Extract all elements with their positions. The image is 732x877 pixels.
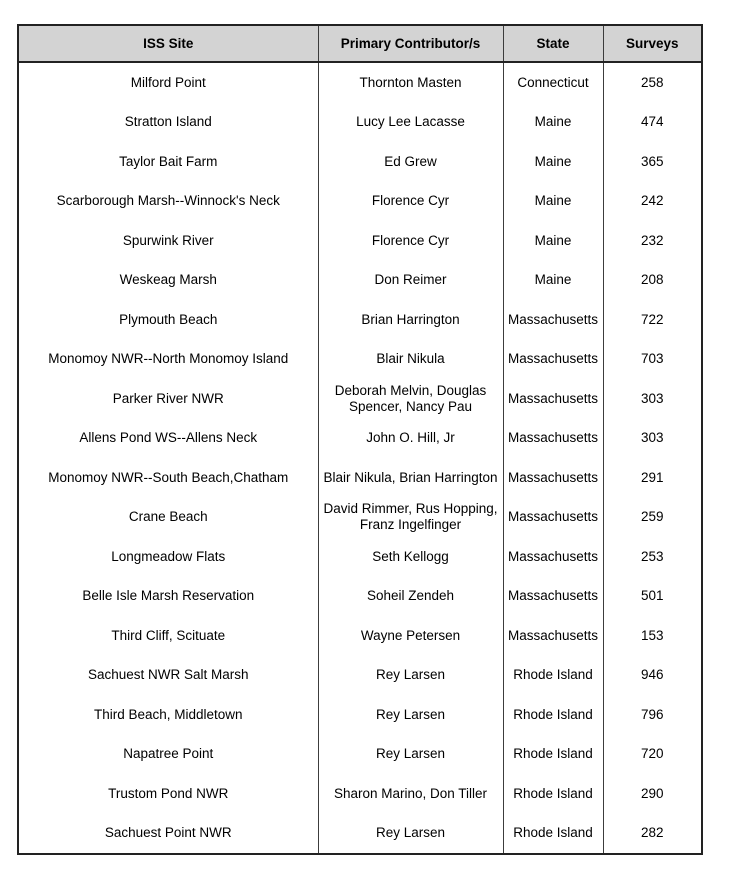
table-row <box>18 142 702 182</box>
cell-contributors: Florence Cyr <box>318 182 503 222</box>
table-row <box>18 419 702 459</box>
cell-state: Maine <box>503 221 603 261</box>
cell-site: Third Cliff, Scituate <box>18 616 318 656</box>
cell-state: Rhode Island <box>503 656 603 696</box>
cell-contributors: Seth Kellogg <box>318 537 503 577</box>
cell-surveys: 303 <box>603 419 702 459</box>
cell-site: Stratton Island <box>18 103 318 143</box>
cell-contributors: John O. Hill, Jr <box>318 419 503 459</box>
cell-state: Massachusetts <box>503 577 603 617</box>
cell-surveys: 258 <box>603 62 702 103</box>
cell-contributors: Wayne Petersen <box>318 616 503 656</box>
cell-site: Napatree Point <box>18 735 318 775</box>
cell-state: Massachusetts <box>503 537 603 577</box>
cell-site: Scarborough Marsh--Winnock's Neck <box>18 182 318 222</box>
cell-site: Belle Isle Marsh Reservation <box>18 577 318 617</box>
cell-state: Maine <box>503 182 603 222</box>
cell-site: Third Beach, Middletown <box>18 695 318 735</box>
table-row <box>18 103 702 143</box>
iss-surveys-table <box>17 24 703 855</box>
cell-surveys: 501 <box>603 577 702 617</box>
cell-site: Monomoy NWR--North Monomoy Island <box>18 340 318 380</box>
cell-contributors: Rey Larsen <box>318 695 503 735</box>
cell-contributors: Sharon Marino, Don Tiller <box>318 774 503 814</box>
cell-contributors: Rey Larsen <box>318 656 503 696</box>
cell-contributors: Rey Larsen <box>318 814 503 855</box>
cell-contributors: Ed Grew <box>318 142 503 182</box>
table-row <box>18 498 702 538</box>
cell-surveys: 290 <box>603 774 702 814</box>
cell-contributors: Brian Harrington <box>318 300 503 340</box>
cell-contributors: Don Reimer <box>318 261 503 301</box>
cell-state: Rhode Island <box>503 695 603 735</box>
header-cell-iss-site: ISS Site <box>18 25 318 62</box>
cell-surveys: 796 <box>603 695 702 735</box>
cell-state: Massachusetts <box>503 458 603 498</box>
cell-surveys: 253 <box>603 537 702 577</box>
cell-site: Monomoy NWR--South Beach,Chatham <box>18 458 318 498</box>
cell-surveys: 282 <box>603 814 702 855</box>
cell-site: Milford Point <box>18 62 318 103</box>
cell-state: Massachusetts <box>503 379 603 419</box>
cell-site: Parker River NWR <box>18 379 318 419</box>
table-row <box>18 340 702 380</box>
cell-surveys: 303 <box>603 379 702 419</box>
table-row <box>18 300 702 340</box>
cell-surveys: 722 <box>603 300 702 340</box>
cell-site: Longmeadow Flats <box>18 537 318 577</box>
cell-site: Sachuest Point NWR <box>18 814 318 855</box>
table-row <box>18 735 702 775</box>
table-row <box>18 695 702 735</box>
cell-site: Sachuest NWR Salt Marsh <box>18 656 318 696</box>
cell-state: Maine <box>503 142 603 182</box>
cell-state: Maine <box>503 261 603 301</box>
cell-state: Rhode Island <box>503 735 603 775</box>
cell-contributors: Thornton Masten <box>318 62 503 103</box>
table-row <box>18 261 702 301</box>
cell-surveys: 720 <box>603 735 702 775</box>
cell-contributors: Deborah Melvin, Douglas Spencer, Nancy Pau <box>318 379 503 419</box>
table-body <box>18 62 702 854</box>
table-row <box>18 577 702 617</box>
cell-site: Allens Pond WS--Allens Neck <box>18 419 318 459</box>
cell-surveys: 946 <box>603 656 702 696</box>
cell-contributors: Soheil Zendeh <box>318 577 503 617</box>
table-row <box>18 182 702 222</box>
cell-surveys: 232 <box>603 221 702 261</box>
cell-site: Taylor Bait Farm <box>18 142 318 182</box>
cell-surveys: 365 <box>603 142 702 182</box>
cell-surveys: 259 <box>603 498 702 538</box>
cell-surveys: 242 <box>603 182 702 222</box>
cell-surveys: 208 <box>603 261 702 301</box>
cell-contributors: Lucy Lee Lacasse <box>318 103 503 143</box>
cell-site: Plymouth Beach <box>18 300 318 340</box>
cell-surveys: 703 <box>603 340 702 380</box>
table-row <box>18 221 702 261</box>
cell-site: Crane Beach <box>18 498 318 538</box>
table-row <box>18 656 702 696</box>
cell-surveys: 474 <box>603 103 702 143</box>
cell-state: Connecticut <box>503 62 603 103</box>
table-row <box>18 458 702 498</box>
table-row <box>18 62 702 103</box>
cell-contributors: David Rimmer, Rus Hopping, Franz Ingelfinger <box>318 498 503 538</box>
cell-state: Massachusetts <box>503 419 603 459</box>
cell-site: Trustom Pond NWR <box>18 774 318 814</box>
cell-site: Spurwink River <box>18 221 318 261</box>
cell-state: Massachusetts <box>503 498 603 538</box>
cell-state: Massachusetts <box>503 340 603 380</box>
cell-state: Massachusetts <box>503 616 603 656</box>
table-row <box>18 814 702 855</box>
cell-surveys: 291 <box>603 458 702 498</box>
header-cell-primary-contributors: Primary Contributor/s <box>318 25 503 62</box>
table-row <box>18 537 702 577</box>
table-row <box>18 379 702 419</box>
cell-state: Rhode Island <box>503 774 603 814</box>
header-cell-surveys: Surveys <box>603 25 702 62</box>
cell-contributors: Blair Nikula <box>318 340 503 380</box>
cell-state: Maine <box>503 103 603 143</box>
cell-contributors: Florence Cyr <box>318 221 503 261</box>
table-row <box>18 774 702 814</box>
cell-contributors: Blair Nikula, Brian Harrington <box>318 458 503 498</box>
cell-state: Massachusetts <box>503 300 603 340</box>
cell-surveys: 153 <box>603 616 702 656</box>
table-row <box>18 616 702 656</box>
cell-state: Rhode Island <box>503 814 603 855</box>
cell-site: Weskeag Marsh <box>18 261 318 301</box>
header-cell-state: State <box>503 25 603 62</box>
table-header-row <box>18 25 702 62</box>
cell-contributors: Rey Larsen <box>318 735 503 775</box>
